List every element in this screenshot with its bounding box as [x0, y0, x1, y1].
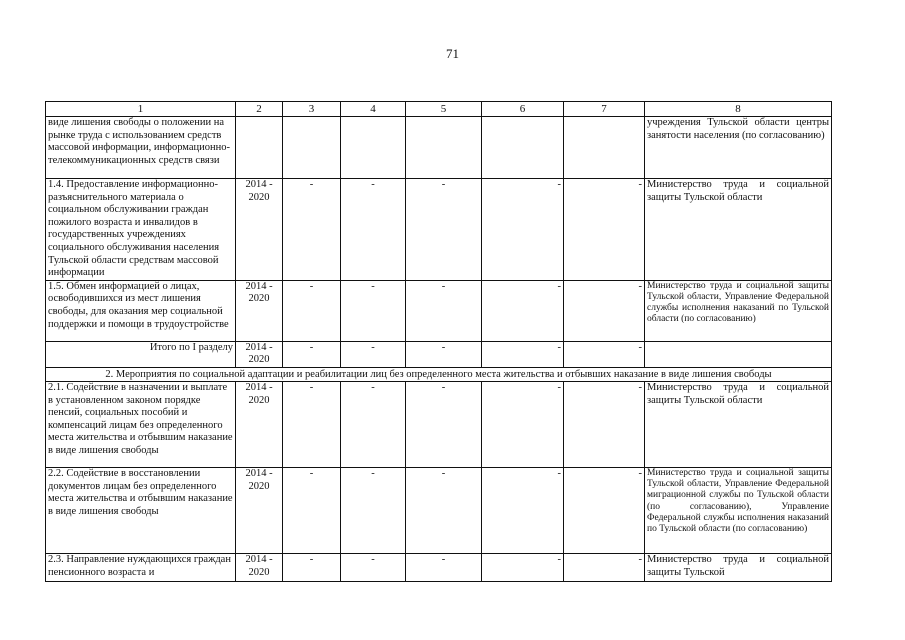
total-row — [46, 341, 832, 367]
value-cell: - — [341, 381, 406, 467]
table-row — [46, 381, 832, 467]
executor-cell: Министерство труда и социальной защиты Тульской области — [645, 179, 832, 281]
value-cell: - — [406, 553, 482, 581]
column-header: 5 — [406, 102, 482, 117]
value-cell: - — [283, 553, 341, 581]
column-header: 6 — [482, 102, 564, 117]
table-row — [46, 179, 832, 281]
value-cell: - — [564, 341, 645, 367]
value-cell: - — [406, 179, 482, 281]
period-cell — [236, 117, 283, 179]
value-cell: - — [482, 179, 564, 281]
value-cell: - — [482, 553, 564, 581]
program-table — [45, 101, 832, 582]
page-number: 71 — [446, 46, 459, 61]
value-cell: - — [564, 553, 645, 581]
value-cell — [341, 117, 406, 179]
value-cell: - — [564, 280, 645, 341]
column-header: 8 — [645, 102, 832, 117]
period-cell: 2014 - 2020 — [236, 179, 283, 281]
activity-cell: виде лишения свободы о положении на рынке труда с использованием средств массовой информации, информационно-телекоммуникационных средств связи — [46, 117, 236, 179]
header-row — [46, 102, 832, 117]
executor-cell: учреждения Тульской области центры занятости населения (по согласованию) — [645, 117, 832, 179]
executor-cell: Министерство труда и социальной защиты Тульской — [645, 553, 832, 581]
value-cell: - — [341, 280, 406, 341]
executor-cell: Министерство труда и социальной защиты Тульской области, Управление Федеральной службы исполнения наказаний по Тульской области (по согласованию) — [645, 280, 832, 341]
section-title: 2. Мероприятия по социальной адаптации и реабилитации лиц без определенного места жительства и отбывших наказание в виде лишения свободы — [46, 367, 832, 381]
value-cell: - — [341, 553, 406, 581]
value-cell — [482, 117, 564, 179]
value-cell — [564, 117, 645, 179]
executor-cell — [645, 341, 832, 367]
total-label: Итого по I разделу — [46, 341, 236, 367]
activity-cell: 2.2. Содействие в восстановлении документов лицам без определенного места жительства и отбывшим наказание в виде лишения свободы — [46, 467, 236, 553]
value-cell: - — [482, 467, 564, 553]
activity-cell: 1.5. Обмен информацией о лицах, освободившихся из мест лишения свободы, для оказания мер социальной поддержки и помощи в трудоустройстве — [46, 280, 236, 341]
value-cell: - — [564, 381, 645, 467]
table-row — [46, 553, 832, 581]
period-cell: 2014 - 2020 — [236, 280, 283, 341]
value-cell: - — [564, 179, 645, 281]
table-row — [46, 280, 832, 341]
value-cell: - — [283, 467, 341, 553]
value-cell: - — [341, 467, 406, 553]
value-cell: - — [283, 280, 341, 341]
value-cell: - — [406, 280, 482, 341]
activity-cell: 2.1. Содействие в назначении и выплате в установленном законом порядке пенсий, социальных пособий и компенсаций лицам без определенного места жительства и отбывшим наказание в виде лишения свободы — [46, 381, 236, 467]
period-cell: 2014 - 2020 — [236, 553, 283, 581]
period-cell: 2014 - 2020 — [236, 341, 283, 367]
value-cell — [406, 117, 482, 179]
period-cell: 2014 - 2020 — [236, 381, 283, 467]
period-cell: 2014 - 2020 — [236, 467, 283, 553]
value-cell: - — [406, 341, 482, 367]
value-cell: - — [482, 280, 564, 341]
value-cell: - — [341, 179, 406, 281]
value-cell: - — [406, 381, 482, 467]
column-header: 4 — [341, 102, 406, 117]
column-header: 2 — [236, 102, 283, 117]
column-header: 1 — [46, 102, 236, 117]
table-row — [46, 467, 832, 553]
value-cell: - — [341, 341, 406, 367]
value-cell: - — [283, 381, 341, 467]
value-cell: - — [406, 467, 482, 553]
activity-cell: 2.3. Направление нуждающихся граждан пенсионного возраста и — [46, 553, 236, 581]
value-cell: - — [482, 341, 564, 367]
executor-cell: Министерство труда и социальной защиты Тульской области, Управление Федеральной миграционной службы по Тульской области (по согласованию), Управление Федеральной службы исполнения наказаний по Тульской области (по согласованию) — [645, 467, 832, 553]
column-header: 7 — [564, 102, 645, 117]
executor-cell: Министерство труда и социальной защиты Тульской области — [645, 381, 832, 467]
value-cell — [283, 117, 341, 179]
value-cell: - — [283, 179, 341, 281]
section-heading-row — [46, 367, 832, 381]
value-cell: - — [482, 381, 564, 467]
column-header: 3 — [283, 102, 341, 117]
table-row — [46, 117, 832, 179]
activity-cell: 1.4. Предоставление информационно-разъяснительного материала о социальном обслуживании граждан пожилого возраста и инвалидов в государственных учреждениях социального обслуживания населения Тульской области средствам массовой информации — [46, 179, 236, 281]
value-cell: - — [283, 341, 341, 367]
value-cell: - — [564, 467, 645, 553]
